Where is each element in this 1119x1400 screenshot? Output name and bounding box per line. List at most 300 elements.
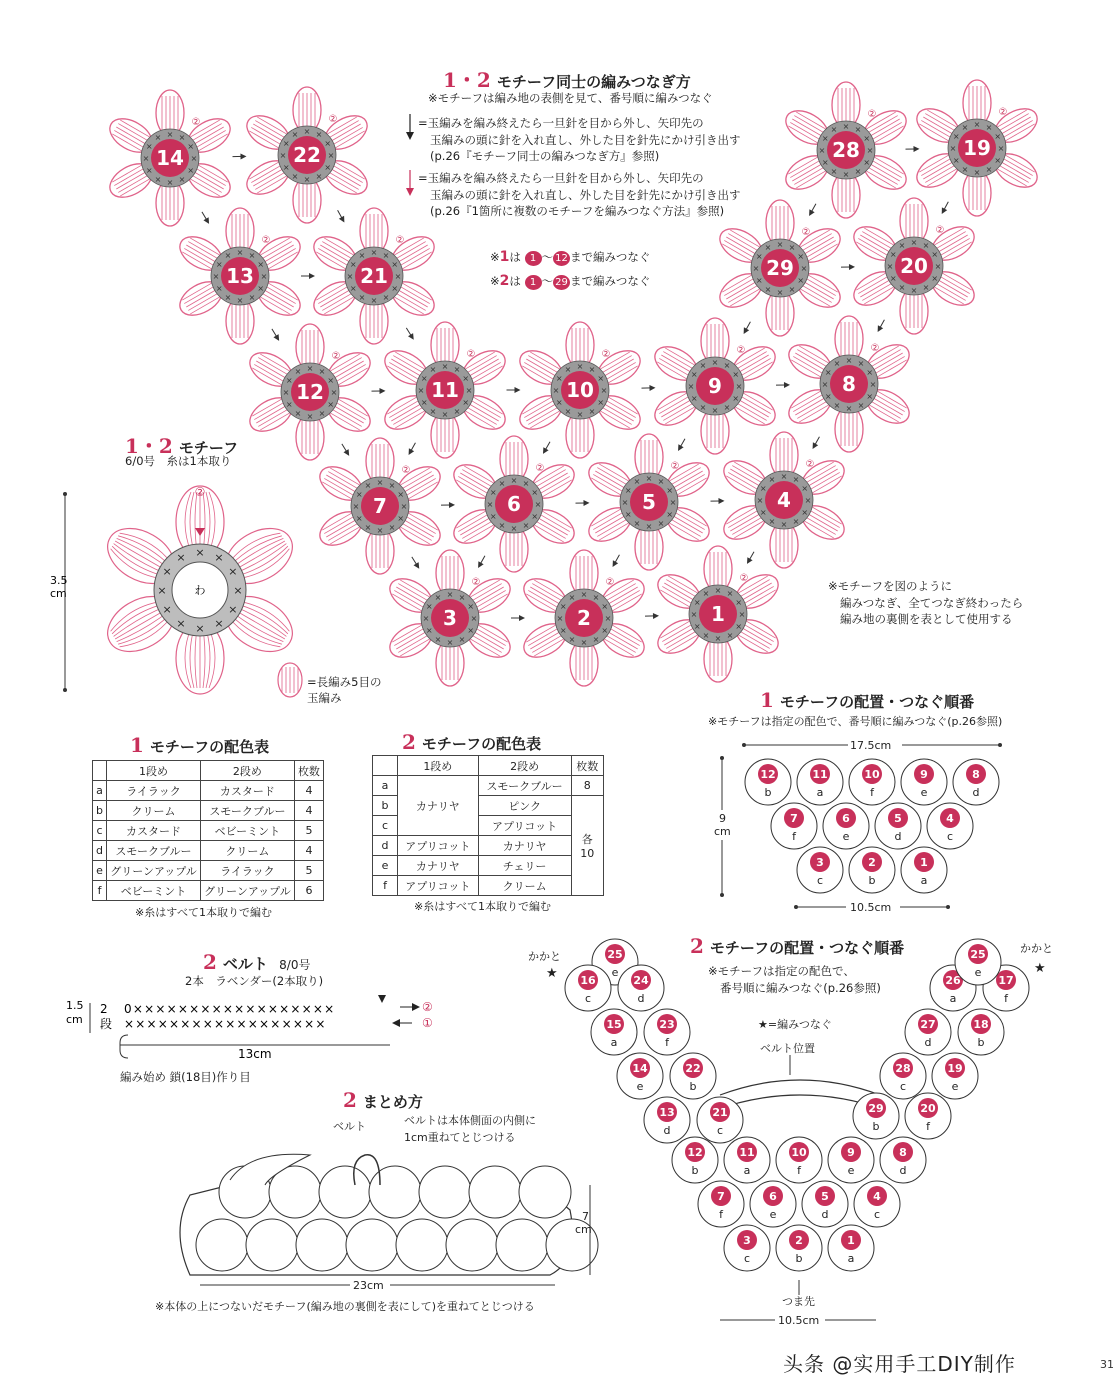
svg-text:×: × [768, 475, 776, 485]
svg-text:×: × [224, 292, 232, 302]
motif-order-number: 25 [607, 948, 623, 961]
motif-number: 28 [832, 138, 860, 162]
svg-text:×: × [869, 380, 877, 389]
svg-text:×: × [690, 370, 698, 379]
svg-text:×: × [178, 133, 186, 143]
svg-text:×: × [388, 481, 396, 491]
svg-text:②: ② [736, 345, 746, 356]
svg-text:×: × [857, 359, 865, 369]
svg-text:×: × [257, 284, 265, 293]
svg-text:×: × [559, 626, 567, 635]
svg-text:×: × [601, 602, 609, 611]
svg-text:②: ② [801, 227, 811, 238]
svg-text:×: × [400, 502, 408, 511]
svg-text:×: × [531, 488, 539, 497]
svg-text:×: × [318, 408, 326, 418]
svg-text:×: × [285, 376, 293, 385]
svg-text:×: × [702, 630, 710, 640]
svg-text:×: × [723, 402, 731, 412]
table-row [93, 781, 324, 801]
layout-motif [905, 1093, 951, 1139]
motif-color-code: b [764, 786, 772, 799]
svg-text:×: × [756, 496, 764, 505]
puff-legend-text: =長編み5目の 玉編み [307, 675, 382, 706]
svg-text:×: × [564, 365, 572, 375]
star-right: ★ [1034, 961, 1046, 976]
motif-color-code: c [716, 1124, 724, 1137]
svg-text:×: × [702, 589, 710, 599]
svg-text:×: × [752, 264, 760, 273]
svg-text:×: × [446, 638, 454, 647]
svg-text:×: × [358, 251, 366, 261]
svg-text:×: × [910, 238, 918, 247]
svg-text:×: × [961, 164, 969, 174]
svg-text:②: ② [466, 349, 476, 360]
svg-text:×: × [735, 598, 743, 607]
svg-text:×: × [555, 398, 563, 407]
svg-text:×: × [714, 586, 722, 595]
svg-text:×: × [714, 634, 722, 643]
svg-text:×: × [364, 481, 372, 491]
svg-text:×: × [997, 144, 1005, 153]
svg-text:×: × [425, 626, 433, 635]
svg-text:②: ② [605, 577, 615, 588]
svg-text:×: × [792, 475, 800, 485]
svg-text:×: × [453, 406, 461, 416]
svg-text:×: × [824, 368, 832, 377]
motif-color-code: e [842, 830, 850, 843]
layout-motif [880, 1137, 926, 1183]
svg-text:段: 段 [100, 1017, 113, 1031]
svg-text:×: × [994, 132, 1002, 141]
layout-motif [875, 803, 921, 849]
svg-text:×: × [162, 565, 172, 578]
svg-text:×: × [282, 139, 290, 148]
motif-order-number: 10 [791, 1146, 807, 1159]
svg-text:×: × [600, 386, 608, 395]
svg-text:×: × [279, 151, 287, 160]
svg-text:×: × [498, 479, 506, 489]
motif-color-code: d [663, 1124, 671, 1137]
svg-text:×: × [291, 171, 299, 181]
svg-text:×: × [801, 508, 809, 517]
motif-number: 14 [156, 146, 184, 170]
svg-text:×: × [346, 272, 354, 281]
svg-text:×: × [601, 626, 609, 635]
layout-motif [591, 1009, 637, 1055]
svg-text:×: × [453, 365, 461, 375]
svg-text:×: × [821, 134, 829, 143]
svg-text:×: × [801, 484, 809, 493]
svg-text:×: × [236, 296, 244, 305]
svg-text:×: × [190, 154, 198, 163]
motif-color-code: e [847, 1164, 855, 1177]
svg-text:×: × [429, 365, 437, 375]
layout-motif [828, 1137, 874, 1183]
svg-text:×: × [690, 610, 698, 619]
svg-text:×: × [693, 622, 701, 631]
motif-order-number: 22 [685, 1062, 701, 1075]
svg-text:×: × [176, 616, 186, 630]
motif-color-code: f [870, 786, 874, 799]
motif-flower [652, 546, 784, 682]
layout-motif [955, 939, 1001, 985]
svg-text:×: × [315, 171, 323, 181]
motif-order-number: 26 [945, 974, 961, 987]
layout-motif [724, 1137, 770, 1183]
layout-motif [750, 1181, 796, 1227]
star-legend: ★=編みつなぐ [758, 1018, 832, 1031]
svg-text:②: ② [328, 114, 338, 125]
svg-text:×: × [417, 386, 425, 395]
layout-motif [932, 1053, 978, 1099]
layout-motif [776, 1225, 822, 1271]
motif-color-code: c [584, 992, 592, 1005]
svg-text:×: × [429, 406, 437, 416]
svg-text:×: × [633, 518, 641, 528]
table-row [93, 821, 324, 841]
motif-number: 11 [431, 378, 459, 402]
svg-text:×: × [282, 163, 290, 172]
motif-order-number: 1 [847, 1234, 855, 1247]
svg-text:×: × [735, 382, 743, 391]
table-cell: 5 [294, 861, 323, 881]
layout1-note: ※モチーフは指定の配色で、番号順に編みつなぐ(p.26参照) [708, 715, 1003, 728]
motif-color-code: a [743, 1164, 751, 1177]
svg-text:×: × [597, 374, 605, 383]
svg-text:×: × [441, 410, 449, 419]
svg-text:×: × [370, 248, 378, 257]
motif-order-number: 29 [868, 1102, 884, 1115]
svg-text:×: × [489, 512, 497, 521]
svg-text:×: × [633, 477, 641, 487]
motif-order-number: 14 [632, 1062, 648, 1075]
arrow-note-1-line2: 玉編みの頭に針を入れ直し、外した目を針先にかけ引き出す [430, 132, 741, 147]
svg-text:×: × [645, 474, 653, 483]
svg-text:②: ② [261, 235, 271, 246]
svg-text:×: × [248, 251, 256, 261]
svg-text:×: × [162, 603, 172, 616]
svg-text:×: × [732, 370, 740, 379]
svg-text:×: × [886, 262, 894, 271]
svg-text:×: × [854, 166, 862, 176]
range-note-2: ※2は 1 〜 29 まで編みつなぐ [490, 273, 651, 289]
svg-text:×: × [391, 260, 399, 269]
motif-number: 7 [373, 494, 387, 518]
svg-text:×: × [522, 520, 530, 530]
svg-text:×: × [863, 134, 871, 143]
motif-number: 2 [577, 606, 591, 630]
svg-text:×: × [214, 616, 224, 630]
color-table-2: 1段め 2段め 枚数 a カナリヤ スモークブルー 8 b ピンク 各 10 c アプリコット d アプリコット カナリヤ e カナリヤ チェリー f アプリコット クリーム [372, 755, 604, 896]
motif-order-number: 24 [633, 974, 649, 987]
table-cell: e [93, 861, 107, 881]
motif-flower [783, 316, 915, 452]
motif-order-number: 27 [920, 1018, 936, 1031]
svg-text:×: × [257, 260, 265, 269]
svg-text:×: × [228, 603, 238, 616]
table-header [93, 761, 107, 781]
motif-color-code: d [899, 1164, 907, 1177]
svg-text:×: × [854, 125, 862, 135]
svg-text:×: × [510, 476, 518, 485]
belt-mark-1: ① [422, 1016, 433, 1030]
svg-text:②: ② [395, 235, 405, 246]
motif-number: 1 [711, 602, 725, 626]
motif-color-code: a [816, 786, 824, 799]
assembly-belt-note: ベルトは本体側面の内側に 1cm重ねてとじつける [404, 1114, 536, 1144]
svg-text:×: × [973, 120, 981, 129]
svg-text:×: × [531, 512, 539, 521]
belt-start-note: 編み始め 鎖(18目)作り目 [120, 1070, 251, 1084]
motif-order-number: 12 [760, 768, 776, 781]
svg-text:×: × [845, 404, 853, 413]
svg-text:×: × [224, 251, 232, 261]
table1-title: 1 モチーフの配色表 [130, 733, 270, 757]
svg-text:×: × [376, 526, 384, 535]
svg-text:×: × [898, 241, 906, 251]
svg-text:②: ② [935, 225, 945, 236]
layout-motif [745, 759, 791, 805]
table-header: 1段め [107, 761, 201, 781]
heel-label-right: かかと [1020, 942, 1053, 955]
svg-text:×: × [588, 406, 596, 416]
svg-text:×: × [154, 133, 162, 143]
motif-order-number: 9 [920, 768, 928, 781]
motif-flower [583, 434, 715, 570]
motif-order-number: 18 [973, 1018, 989, 1031]
layout-motif [828, 1225, 874, 1271]
svg-text:×: × [830, 166, 838, 176]
arrow-note-1-line1: =玉編みを編み終えたら一旦針を目から外し、矢印先の [418, 116, 704, 130]
svg-text:×: × [248, 292, 256, 302]
svg-text:×: × [303, 175, 311, 184]
motif-order-number: 3 [743, 1234, 751, 1247]
motif-number: 10 [566, 378, 594, 402]
svg-text:×: × [306, 412, 314, 421]
svg-text:×: × [898, 282, 906, 292]
motif-color-code: b [795, 1252, 803, 1265]
layout2-title: 2 モチーフの配置・つなぐ順番 [690, 934, 905, 958]
svg-text:×: × [952, 132, 960, 141]
svg-text:×: × [738, 610, 746, 619]
motif-color-code: e [611, 966, 619, 979]
svg-text:②: ② [601, 349, 611, 360]
svg-text:×: × [315, 130, 323, 140]
layout1-height: 9 cm [714, 812, 731, 838]
svg-text:×: × [462, 398, 470, 407]
svg-text:×: × [845, 356, 853, 365]
motif-color-code: b [689, 1080, 697, 1093]
motif-order-number: 5 [894, 812, 902, 825]
motif-flower [649, 318, 781, 454]
svg-text:×: × [934, 262, 942, 271]
svg-text:×: × [228, 565, 238, 578]
table-cell: c [93, 821, 107, 841]
motif-order-number: 7 [790, 812, 798, 825]
belt-row-2: 0×××××××××××××××××× [124, 1002, 336, 1016]
belt-length: 13cm [238, 1047, 272, 1061]
layout2-note: ※モチーフは指定の配色で、 番号順に編みつなぐ(p.26参照) [708, 964, 881, 996]
svg-text:×: × [666, 486, 674, 495]
layout-motif [670, 1053, 716, 1099]
svg-text:②: ② [739, 573, 749, 584]
svg-text:×: × [394, 272, 402, 281]
layout-motif [958, 1009, 1004, 1055]
layout-motif [849, 847, 895, 893]
svg-text:×: × [768, 516, 776, 526]
svg-text:×: × [910, 286, 918, 295]
motif-detail-subtitle: 6/0号 糸は1本取り [125, 454, 232, 468]
svg-text:×: × [324, 163, 332, 172]
svg-text:×: × [821, 380, 829, 389]
motif-flower [308, 208, 440, 344]
motif-color-code: d [924, 1036, 932, 1049]
svg-text:×: × [580, 590, 588, 599]
table-row [93, 801, 324, 821]
motif-order-number: 21 [712, 1106, 728, 1119]
svg-text:×: × [669, 498, 677, 507]
table-cell: カスタード [200, 781, 294, 801]
table-cell: カスタード [107, 821, 201, 841]
layout-motif [905, 1009, 951, 1055]
svg-text:×: × [420, 398, 428, 407]
motif-number: 4 [777, 488, 791, 512]
svg-text:×: × [212, 272, 220, 281]
motif-flower [241, 87, 373, 223]
star-left: ★ [546, 966, 558, 981]
table-cell: スモークブルー [200, 801, 294, 821]
svg-text:×: × [195, 546, 205, 559]
svg-text:×: × [985, 164, 993, 174]
svg-text:×: × [364, 522, 372, 532]
svg-text:×: × [195, 622, 205, 635]
svg-text:×: × [818, 146, 826, 155]
table-cell: ライラック [200, 861, 294, 881]
motif-number: 13 [226, 264, 254, 288]
motif-number: 19 [963, 136, 991, 160]
svg-text:×: × [711, 406, 719, 415]
svg-text:×: × [291, 130, 299, 140]
table2-title: 2 モチーフの配色表 [402, 730, 542, 754]
belt-title: 2 ベルト 8/0号 [203, 950, 311, 974]
svg-text:×: × [961, 123, 969, 133]
svg-text:×: × [788, 284, 796, 294]
ring-label: わ [194, 584, 206, 597]
svg-text:×: × [764, 243, 772, 253]
motif-color-code: b [868, 874, 876, 887]
motif-flower [104, 90, 236, 226]
svg-text:×: × [797, 276, 805, 285]
layout-motif [617, 1053, 663, 1099]
motif-order-number: 6 [769, 1190, 777, 1203]
svg-text:×: × [327, 376, 335, 385]
table-row [93, 881, 324, 901]
motif-order-number: 10 [864, 768, 880, 781]
svg-text:×: × [931, 274, 939, 283]
svg-text:×: × [522, 479, 530, 489]
svg-text:×: × [866, 392, 874, 401]
assembly-belt-label: ベルト [333, 1120, 366, 1133]
svg-text:×: × [434, 593, 442, 603]
svg-text:×: × [588, 365, 596, 375]
motif-flower [448, 436, 580, 572]
motif-color-code: d [821, 1208, 829, 1221]
layout-motif [901, 847, 947, 893]
svg-text:×: × [576, 362, 584, 371]
motif-color-code: a [949, 992, 957, 1005]
svg-text:×: × [282, 388, 290, 397]
table-header: 2段め [200, 761, 294, 781]
section-number: 1・2 [443, 68, 491, 92]
svg-text:×: × [624, 510, 632, 519]
svg-text:×: × [726, 589, 734, 599]
motif-flower [518, 550, 650, 686]
svg-text:×: × [462, 374, 470, 383]
table2-note: ※糸はすべて1本取りで編む [414, 900, 551, 913]
svg-text:×: × [821, 158, 829, 167]
motif-number: 3 [443, 606, 457, 630]
svg-text:×: × [534, 500, 542, 509]
motif-color-code: d [637, 992, 645, 1005]
layout-motif [672, 1137, 718, 1183]
assembly-usage-note: ※モチーフを図のように 編みつなぎ、全てつなぎ終わったら 編み地の裏側を表として使用する [828, 579, 1024, 627]
svg-text:×: × [349, 260, 357, 269]
svg-text:×: × [657, 477, 665, 487]
svg-text:×: × [580, 638, 588, 647]
motif-flower [848, 198, 980, 334]
svg-text:×: × [556, 614, 564, 623]
table-cell: 4 [294, 781, 323, 801]
motif-color-code: a [610, 1036, 618, 1049]
svg-text:②: ② [870, 343, 880, 354]
svg-text:×: × [755, 276, 763, 285]
motif-color-code: e [951, 1080, 959, 1093]
motif-color-code: e [974, 966, 982, 979]
svg-text:×: × [559, 602, 567, 611]
svg-text:×: × [166, 130, 174, 139]
svg-text:×: × [788, 243, 796, 253]
svg-text:×: × [776, 240, 784, 249]
svg-text:×: × [178, 174, 186, 184]
svg-text:×: × [690, 394, 698, 403]
svg-text:×: × [397, 514, 405, 523]
layout-motif [618, 965, 664, 1011]
svg-text:②: ② [998, 107, 1008, 118]
svg-text:×: × [145, 142, 153, 151]
motif-flower [379, 322, 511, 458]
motif-color-code: f [1004, 992, 1008, 1005]
svg-text:×: × [952, 156, 960, 165]
motif-flower [911, 80, 1043, 216]
belt-row-1: ×××××××××××××××××× [124, 1017, 327, 1031]
layout1-width-top: 17.5cm [850, 739, 892, 752]
motif-color-code: a [847, 1252, 855, 1265]
svg-text:×: × [699, 361, 707, 371]
motif-color-code: c [873, 1208, 881, 1221]
svg-text:×: × [441, 362, 449, 371]
svg-text:×: × [857, 400, 865, 410]
motif-flower [714, 200, 846, 336]
svg-text:×: × [166, 178, 174, 187]
svg-text:×: × [157, 584, 167, 597]
svg-text:×: × [349, 284, 357, 293]
table-cell: スモークブルー [107, 841, 201, 861]
svg-text:×: × [358, 292, 366, 302]
svg-text:×: × [726, 630, 734, 640]
table-cell: ベビーミント [107, 881, 201, 901]
svg-text:2: 2 [100, 1002, 108, 1016]
